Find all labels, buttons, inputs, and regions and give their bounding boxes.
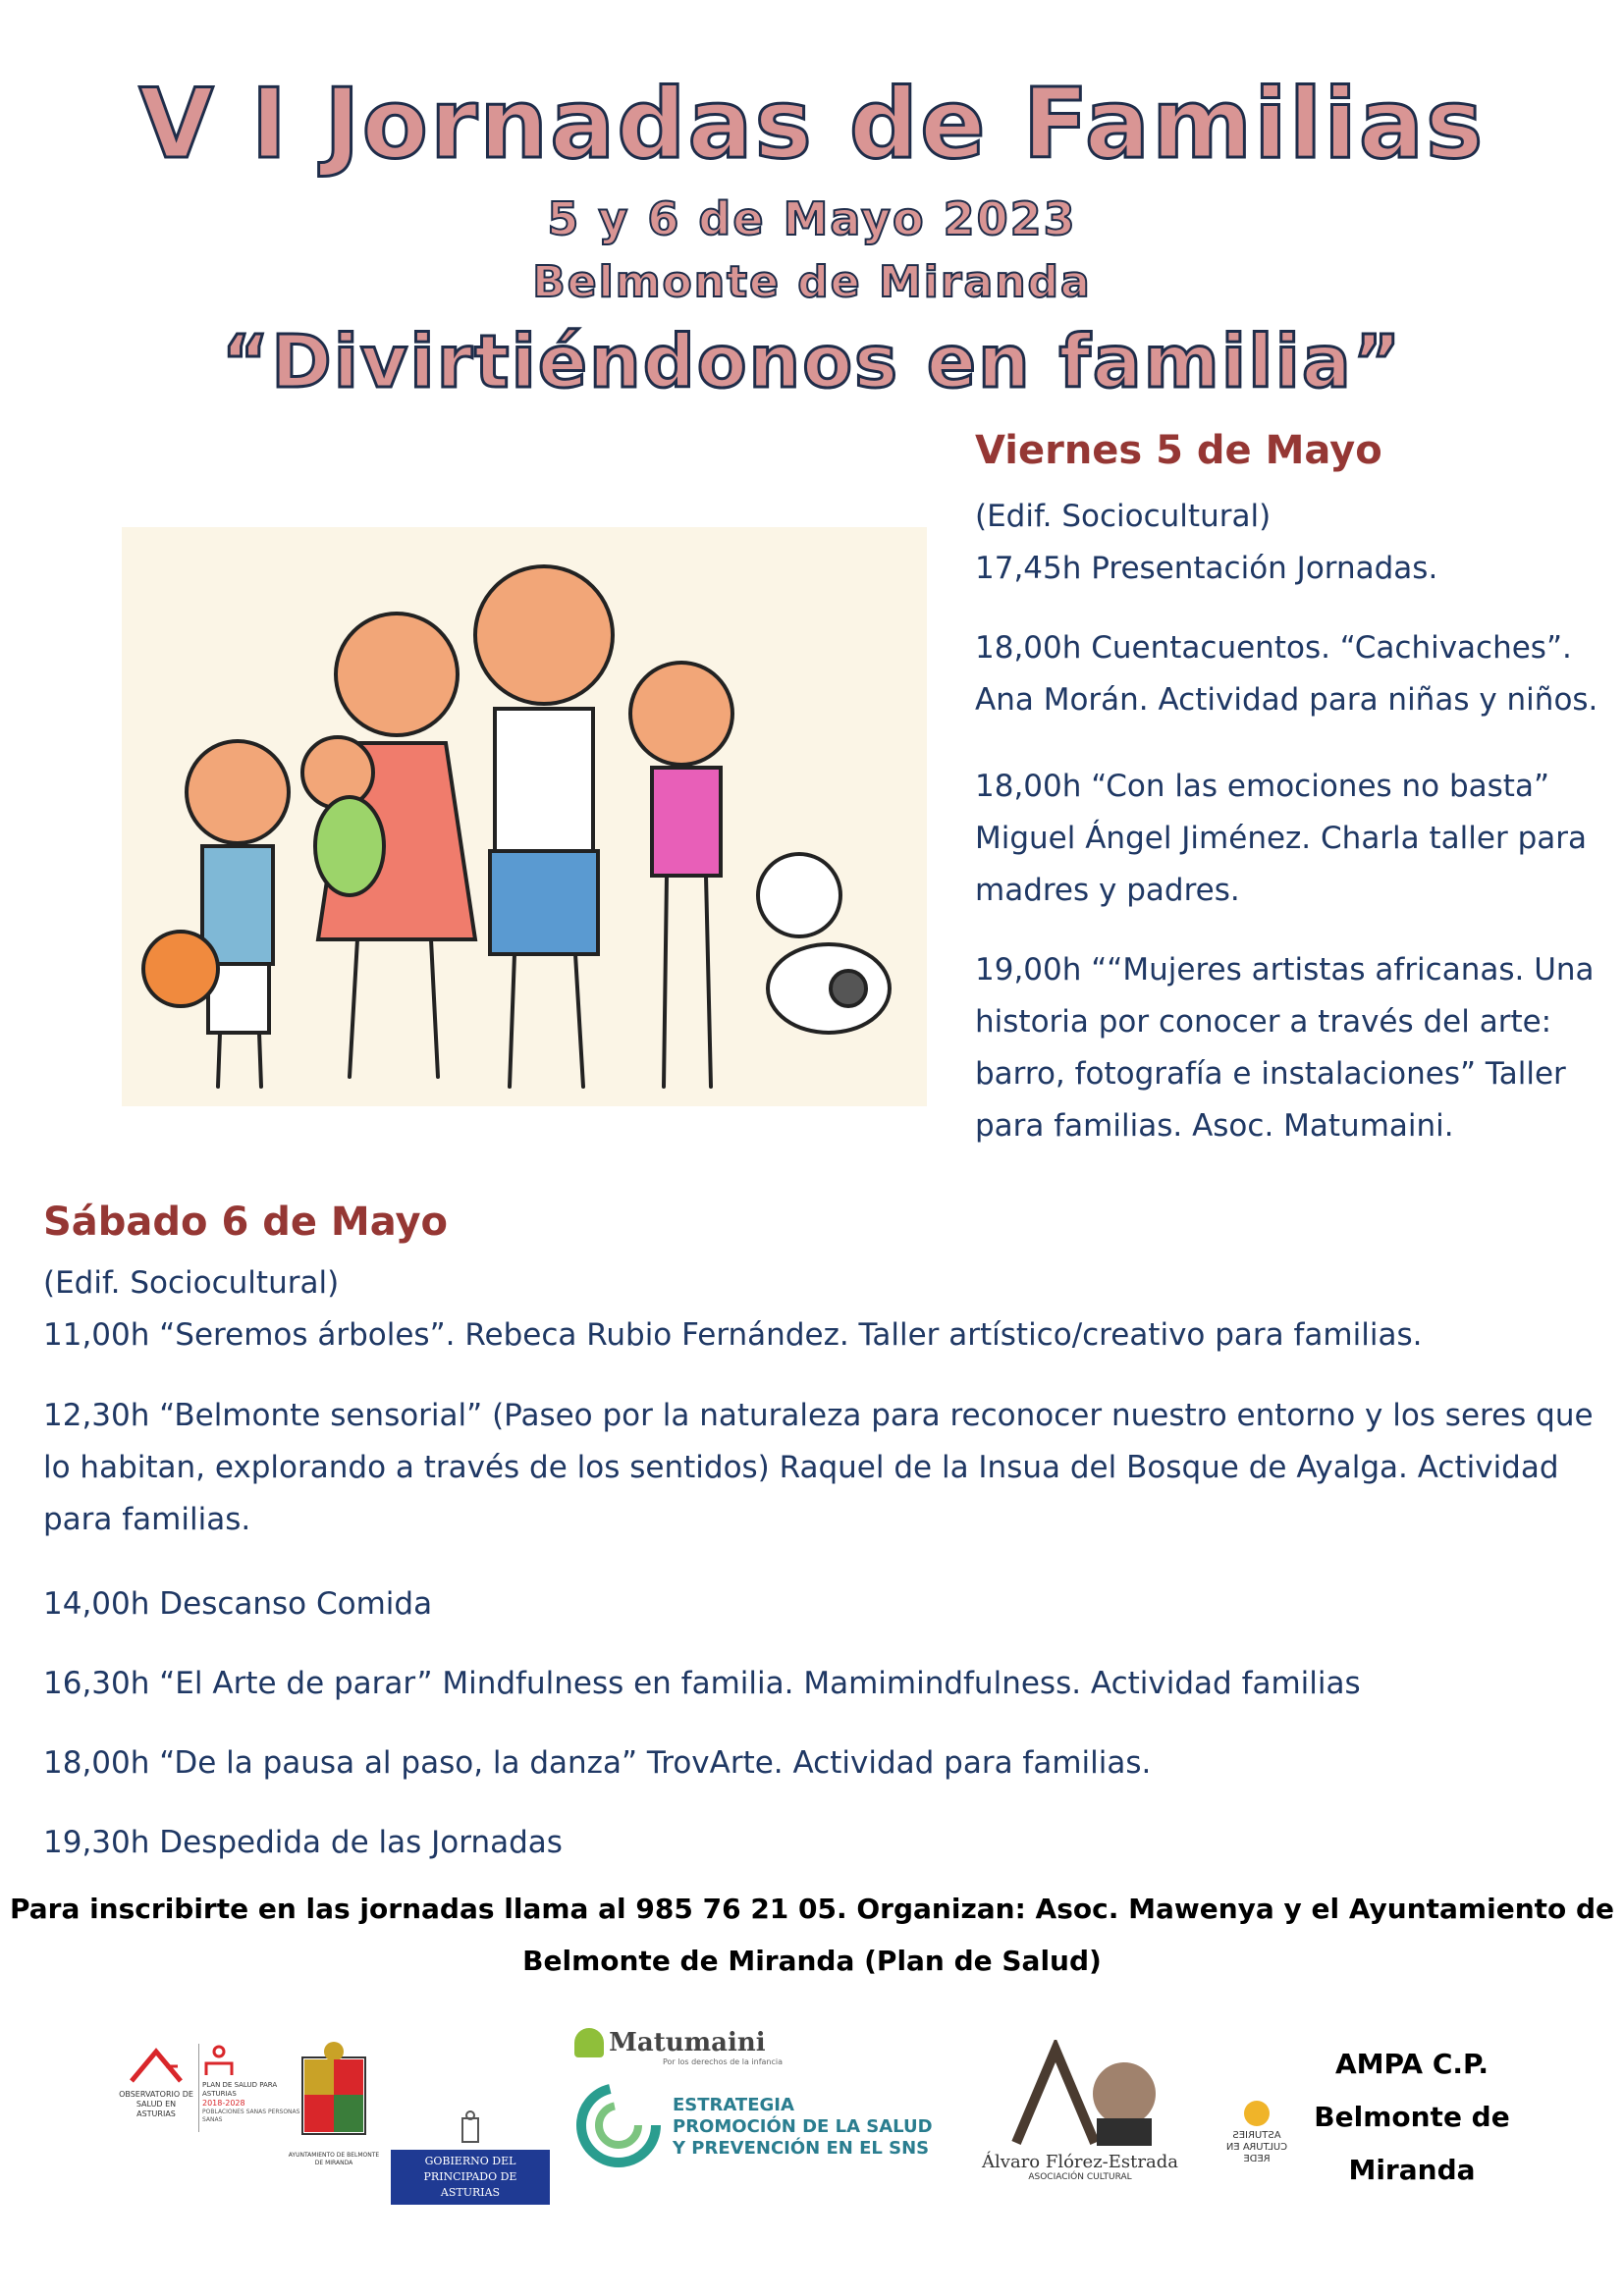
coat-of-arms-icon <box>295 2040 373 2148</box>
alvaro-sub: ASOCIACIÓN CULTURAL <box>1028 2172 1132 2182</box>
observatorio-icon <box>127 2047 186 2086</box>
event-motto: “Divirtiéndonos en familia” <box>221 320 1403 404</box>
saturday-event: 18,00h “De la pausa al paso, la danza” TrovArte. Actividad para familias. <box>43 1745 1152 1781</box>
saturday-event: 16,30h “El Arte de parar” Mindfulness en familia. Mamimindfulness. Actividad familias <box>43 1666 1361 1701</box>
asturies-label: ASTURIES CULTURA EN REDE <box>1225 2130 1288 2164</box>
saturday-event: 19,30h Despedida de las Jornadas <box>43 1825 563 1860</box>
matumaini-logo <box>574 2028 810 2066</box>
saturday-event: 12,30h “Belmonte sensorial” (Paseo por la naturaleza para reconocer nuestro entorno y los seres que lo habitan, explorando a través de los sentidos) Raquel de la Insua del Bosque de Ayalga. Actividad para familias. <box>43 1398 1594 1537</box>
family-illustration <box>122 527 927 1106</box>
estrategia-spiral-icon <box>574 2081 663 2169</box>
friday-event: 18,00h “Con las emociones no basta” Miguel Ángel Jiménez. Charla taller para madres y padres. <box>975 769 1587 908</box>
saturday-event: 14,00h Descanso Comida <box>43 1586 433 1622</box>
friday-event: 17,45h Presentación Jornadas. <box>975 551 1438 586</box>
friday-event: 19,00h ““Mujeres artistas africanas. Una historia por conocer a través del arte: barro, fotografía e instalaciones” Taller para familias. Asoc. Matumaini. <box>975 952 1595 1144</box>
observatorio-logo <box>118 2047 194 2119</box>
observatorio-label: OBSERVATORIO DE SALUD EN ASTURIAS <box>119 2090 193 2118</box>
gobierno-emblem-icon <box>459 2110 482 2146</box>
matumaini-label: Matumaini <box>609 2028 766 2057</box>
event-dates: 5 y 6 de Mayo 2023 <box>547 192 1077 245</box>
matumaini-sub: Por los derechos de la infancia <box>663 2057 784 2066</box>
ayuntamiento-shield <box>287 2040 381 2167</box>
asturies-logo <box>1218 2101 1296 2165</box>
friday-event: 18,00h Cuentacuentos. “Cachivaches”. Ana Morán. Actividad para niñas y niños. <box>975 630 1598 718</box>
friday-venue: (Edif. Sociocultural) <box>975 499 1272 534</box>
plan-salud-icon <box>202 2044 236 2077</box>
saturday-event: 11,00h “Seremos árboles”. Rebeca Rubio Fernández. Taller artístico/creativo para familias. <box>43 1317 1423 1353</box>
saturday-heading: Sábado 6 de Mayo <box>43 1200 449 1245</box>
ayuntamiento-label: AYUNTAMIENTO DE BELMONTE DE MIRANDA <box>288 2152 380 2166</box>
plan-salud-label: PLAN DE SALUD PARA ASTURIAS <box>202 2081 278 2098</box>
registration-info: Para inscribirte en las jornadas llama al 985 76 21 05. Organizan: Asoc. Mawenya y el Ayuntamiento de Belmonte de Miranda (Plan de Salud) <box>9 1893 1615 1977</box>
ampa-label: AMPA C.P. Belmonte de Miranda <box>1314 2048 1510 2186</box>
alvaro-label: Álvaro Flórez-Estrada <box>982 2152 1178 2172</box>
matumaini-icon <box>574 2028 604 2057</box>
estrategia-logo <box>574 2075 957 2173</box>
event-place: Belmonte de Miranda <box>532 257 1092 307</box>
plan-salud-logo <box>202 2044 300 2124</box>
plan-salud-sub: POBLACIONES SANAS PERSONAS SANAS <box>202 2109 300 2123</box>
alvaro-portrait-icon <box>997 2040 1164 2148</box>
asturies-icon <box>1244 2101 1270 2126</box>
gobierno-label: GOBIERNO DEL PRINCIPADO DE ASTURIAS <box>391 2150 550 2205</box>
logo-divider <box>198 2044 199 2132</box>
estrategia-line-3: Y PREVENCIÓN EN EL SNS <box>673 2138 930 2159</box>
estrategia-line-2: PROMOCIÓN DE LA SALUD <box>673 2116 933 2137</box>
friday-heading: Viernes 5 de Mayo <box>975 428 1382 473</box>
saturday-venue: (Edif. Sociocultural) <box>43 1265 340 1301</box>
plan-salud-years: 2018-2028 <box>202 2099 245 2108</box>
estrategia-line-1: ESTRATEGIA <box>673 2095 794 2115</box>
alvaro-florez-logo <box>967 2040 1193 2182</box>
main-title: V I Jornadas de Familias <box>138 69 1486 181</box>
gobierno-logo <box>391 2110 550 2205</box>
